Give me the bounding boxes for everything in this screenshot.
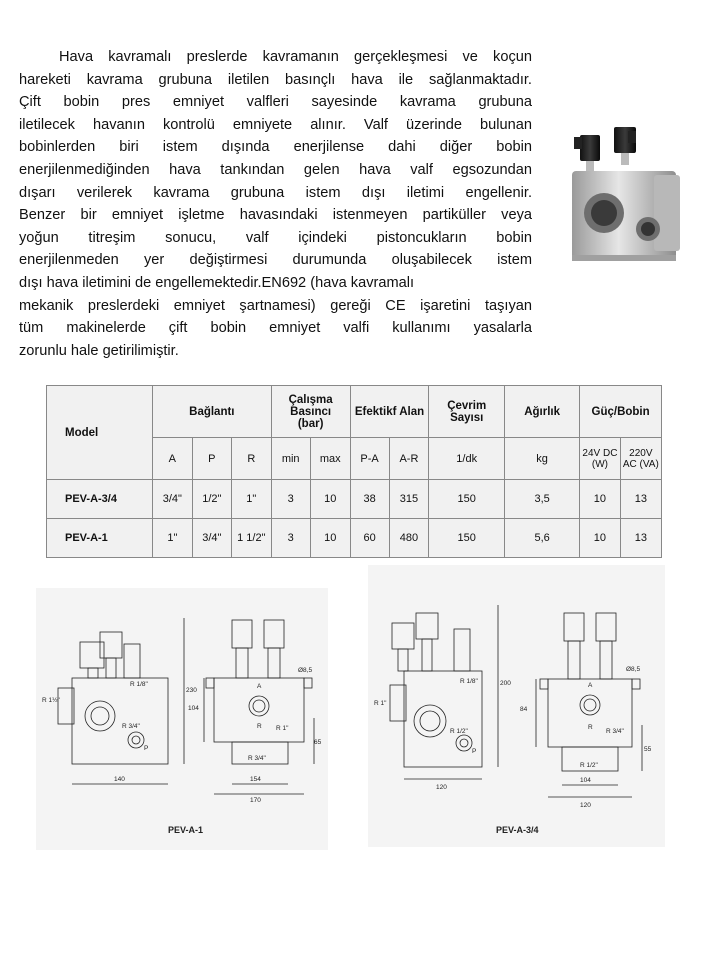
cell: 3 — [271, 480, 310, 519]
dim-230: 230 — [186, 687, 197, 694]
dim-r-exhaust: R 1/8" — [130, 681, 148, 688]
cell: 3,5 — [505, 480, 580, 519]
paragraph-line: mekanik preslerdeki emniyet şartnamesi) gereği CE işaretini taşıyan — [19, 297, 532, 314]
dim-r-bottom: R 3/4" — [248, 755, 266, 762]
paragraph-line: zorunlu hale getirilimiştir. — [19, 342, 179, 359]
sub-min: min — [271, 438, 310, 480]
sub-24vdc: 24V DC (W) — [580, 438, 621, 480]
header-cevrim: Çevrim Sayısı — [429, 386, 505, 438]
cell: 1 1/2" — [232, 519, 271, 558]
drawing-pev-a-3-4 — [368, 565, 665, 847]
port-a-label: A — [257, 683, 262, 690]
dim-r-side: R 3/4" — [606, 728, 624, 735]
dim-r-p: R 1/2" — [450, 728, 468, 735]
sub-220vac: 220V AC (VA) — [620, 438, 661, 480]
dim-diameter: Ø8,5 — [626, 666, 641, 673]
port-r-label: R — [588, 724, 593, 731]
cell: 5,6 — [505, 519, 580, 558]
drawing-pev-a-1 — [36, 588, 328, 850]
paragraph-line: dışarı verilerek kavrama grubuna istem dışı iletimi engellenir. — [19, 184, 532, 201]
paragraph-line: dışı hava iletimini de engellemektedir.EN692 (hava kavramalı — [19, 274, 415, 291]
drawing-caption: PEV-A-1 — [168, 825, 204, 835]
cell: 10 — [310, 519, 350, 558]
port-a-label: A — [588, 682, 593, 689]
dim-r-exhaust: R 1/8" — [460, 678, 478, 685]
header-agirlik: Ağırlık — [505, 386, 580, 438]
cell: 13 — [620, 519, 661, 558]
cell: 1" — [153, 519, 192, 558]
paragraph-line: hareketi kavrama grubuna iletilen basınçlı hava ile sağlanmaktadır. — [19, 71, 532, 88]
description-paragraph — [19, 46, 532, 362]
sub-p: P — [192, 438, 231, 480]
cell: 3 — [271, 519, 310, 558]
table-row — [47, 519, 662, 558]
paragraph-line: Benzer bir emniyet işletme havasındaki istenmeyen partiküller veya — [19, 207, 532, 224]
cell-model: PEV-A-1 — [47, 519, 153, 558]
header-efektif: Efektikf Alan — [350, 386, 429, 438]
sub-pa: P-A — [350, 438, 389, 480]
dim-r-p: R 3/4" — [122, 723, 140, 730]
dim-140: 140 — [114, 776, 125, 783]
cell: 10 — [580, 480, 621, 519]
paragraph-line: iletilecek havanın kontrolü emniyete alınır. Valf üzerinde bulunan — [19, 116, 532, 133]
port-p-label: P — [144, 745, 149, 752]
dim-154: 154 — [250, 776, 261, 783]
paragraph-line: Hava kavramalı preslerde kavramanın gerçekleşmesi ve koçun — [59, 49, 532, 65]
cell: 10 — [580, 519, 621, 558]
dim-65: 65 — [314, 739, 322, 746]
dim-84: 84 — [520, 706, 528, 713]
sub-max: max — [310, 438, 350, 480]
valve-product-photo — [566, 115, 684, 277]
cell: 10 — [310, 480, 350, 519]
dim-r-a: R 1" — [374, 700, 387, 707]
sub-r: R — [232, 438, 271, 480]
header-model: Model — [47, 386, 153, 480]
paragraph-line: Çift bobin pres emniyet valfleri sayesinde kavrama grubuna — [19, 94, 532, 111]
paragraph-line: yoğun titreşim sonucu, valf içindeki pistoncukların bobin — [19, 229, 532, 246]
dim-104: 104 — [580, 777, 591, 784]
port-p-label: P — [472, 748, 477, 755]
table-row — [47, 480, 662, 519]
cell: 13 — [620, 480, 661, 519]
port-r-label: R — [257, 723, 262, 730]
dim-r-a: R 1½" — [42, 697, 60, 704]
dim-diameter: Ø8,5 — [298, 667, 313, 674]
sub-1dk: 1/dk — [429, 438, 505, 480]
dim-104: 104 — [188, 705, 199, 712]
cell: 3/4" — [153, 480, 192, 519]
cell: 1" — [232, 480, 271, 519]
sub-ar: A-R — [389, 438, 429, 480]
drawing-caption: PEV-A-3/4 — [496, 825, 539, 835]
cell: 3/4" — [192, 519, 231, 558]
cell: 480 — [389, 519, 429, 558]
cell-model: PEV-A-3/4 — [47, 480, 153, 519]
dim-55: 55 — [644, 746, 652, 753]
dim-200: 200 — [500, 680, 511, 687]
dim-r-bottom: R 1/2" — [580, 762, 598, 769]
paragraph-line: enerjilenmeden yer değiştirmesi durumunda oluşabilecek istem — [19, 252, 532, 269]
dim-120-front: 120 — [580, 802, 591, 809]
cell: 1/2" — [192, 480, 231, 519]
cell: 38 — [350, 480, 389, 519]
table-header-row — [47, 386, 662, 438]
dim-170: 170 — [250, 797, 261, 804]
paragraph-line: bobinlerden biri istem dışında enerjilense dahi diğer bobin — [19, 139, 532, 156]
dim-120-side: 120 — [436, 784, 447, 791]
sub-kg: kg — [505, 438, 580, 480]
dim-r-side: R 1" — [276, 725, 289, 732]
spec-table — [46, 385, 662, 558]
cell: 60 — [350, 519, 389, 558]
cell: 150 — [429, 519, 505, 558]
header-calisma — [271, 386, 350, 438]
header-baglanti: Bağlantı — [153, 386, 271, 438]
paragraph-line: tüm makinelerde çift bobin emniyet valfi kullanımı yasalarla — [19, 320, 532, 337]
header-calisma-unit: (bar) — [297, 417, 324, 430]
header-guc: Güç/Bobin — [580, 386, 662, 438]
header-calisma-label: Çalışma Basıncı — [288, 393, 333, 418]
cell: 150 — [429, 480, 505, 519]
paragraph-line: enerjilenmediğinden hava tankından gelen hava valf egsozundan — [19, 161, 532, 178]
cell: 315 — [389, 480, 429, 519]
sub-a: A — [153, 438, 192, 480]
